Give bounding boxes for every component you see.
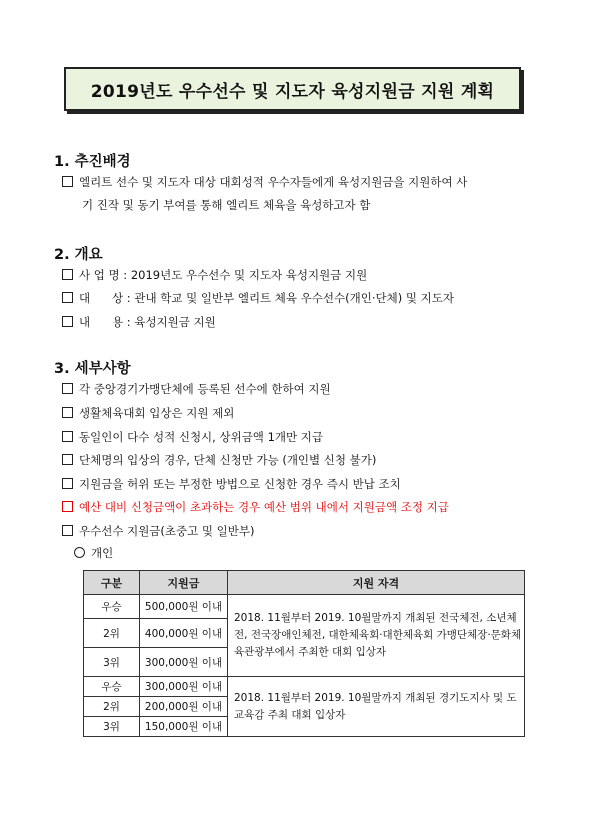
detail-item: [62, 524, 254, 538]
support-table: [83, 570, 525, 737]
overview-item: [62, 315, 216, 329]
section-heading-background: 1. 추진배경: [54, 154, 131, 170]
overview-item-text: 대 상 : 관내 학교 및 일반부 엘리트 체육 우수선수(개인·단체) 및 지도자: [79, 291, 454, 305]
amount-cell: 200,000원 이내: [140, 697, 228, 717]
circle-bullet-icon: [74, 547, 85, 558]
checkbox-square-icon: [62, 454, 73, 465]
overview-item-text: 내 용 : 육성지원금 지원: [79, 315, 216, 329]
rank-cell: 우승: [84, 677, 140, 697]
section-heading-overview: 2. 개요: [54, 247, 103, 263]
detail-item-text: 우수선수 지원금(초중고 및 일반부): [79, 524, 255, 538]
checkbox-square-icon: [62, 431, 73, 442]
amount-cell: 300,000원 이내: [140, 648, 228, 677]
overview-item: [62, 268, 367, 282]
rank-cell: 2위: [84, 619, 140, 648]
checkbox-square-icon: [62, 501, 73, 512]
page-title: 2019년도 우수선수 및 지도자 육성지원금 지원 계획: [90, 81, 495, 102]
checkbox-square-icon: [62, 383, 73, 394]
header-qualification: 지원 자격: [228, 571, 525, 595]
rank-cell: 3위: [84, 717, 140, 737]
detail-item: [62, 477, 401, 491]
detail-item-highlighted: [62, 500, 449, 514]
detail-item-text: 지원금을 허위 또는 부정한 방법으로 신청한 경우 즉시 반납 조치: [79, 477, 401, 491]
header-category: 구분: [84, 571, 140, 595]
checkbox-square-icon: [62, 525, 73, 536]
detail-item: [62, 453, 376, 467]
section-heading-details: 3. 세부사항: [54, 361, 131, 377]
detail-item: [62, 430, 323, 444]
background-line-1: [62, 175, 467, 189]
checkbox-square-icon: [62, 478, 73, 489]
detail-item-text: 예산 대비 신청금액이 초과하는 경우 예산 범위 내에서 지원금액 조정 지급: [79, 500, 449, 514]
overview-item-text: 사 업 명 : 2019년도 우수선수 및 지도자 육성지원금 지원: [79, 268, 368, 282]
checkbox-square-icon: [62, 269, 73, 280]
detail-item: [62, 406, 234, 420]
amount-cell: 300,000원 이내: [140, 677, 228, 697]
amount-cell: 400,000원 이내: [140, 619, 228, 648]
header-amount: 지원금: [140, 571, 228, 595]
qualification-cell: 2018. 11월부터 2019. 10월말까지 개최된 전국체전, 소년체전, 전국장애인체전, 대한체육회·대한체육회 가맹단체장·문화체육관광부에서 주최한 대회 입상자: [228, 595, 525, 677]
checkbox-square-icon: [62, 292, 73, 303]
overview-item: [62, 291, 454, 305]
amount-cell: 150,000원 이내: [140, 717, 228, 737]
amount-cell: 500,000원 이내: [140, 595, 228, 619]
rank-cell: 2위: [84, 697, 140, 717]
detail-item: [62, 382, 331, 396]
checkbox-square-icon: [62, 407, 73, 418]
table-header-row: [84, 571, 525, 595]
rank-cell: 우승: [84, 595, 140, 619]
table-row: [84, 677, 525, 697]
detail-item-text: 생활체육대회 입상은 지원 제외: [79, 406, 235, 420]
rank-cell: 3위: [84, 648, 140, 677]
detail-item-text: 각 중앙경기가맹단체에 등록된 선수에 한하여 지원: [79, 382, 331, 396]
detail-item-text: 단체명의 입상의 경우, 단체 신청만 가능 (개인별 신청 불가): [79, 453, 377, 467]
qualification-cell: 2018. 11월부터 2019. 10월말까지 개최된 경기도지사 및 도교육감 주최 대회 입상자: [228, 677, 525, 737]
background-text-1: 엘리트 선수 및 지도자 대상 대회성적 우수자들에게 육성지원금을 지원하여 사: [79, 175, 468, 189]
sub-item-text: 개인: [91, 546, 114, 560]
title-box: [64, 67, 521, 111]
checkbox-square-icon: [62, 316, 73, 327]
table-row: [84, 595, 525, 619]
background-line-2: 기 진작 및 동기 부여를 통해 엘리트 체육을 육성하고자 함: [82, 198, 371, 212]
checkbox-square-icon: [62, 176, 73, 187]
detail-item-text: 동일인이 다수 성적 신청시, 상위금액 1개만 지급: [79, 430, 323, 444]
sub-item-individual: [74, 546, 113, 560]
